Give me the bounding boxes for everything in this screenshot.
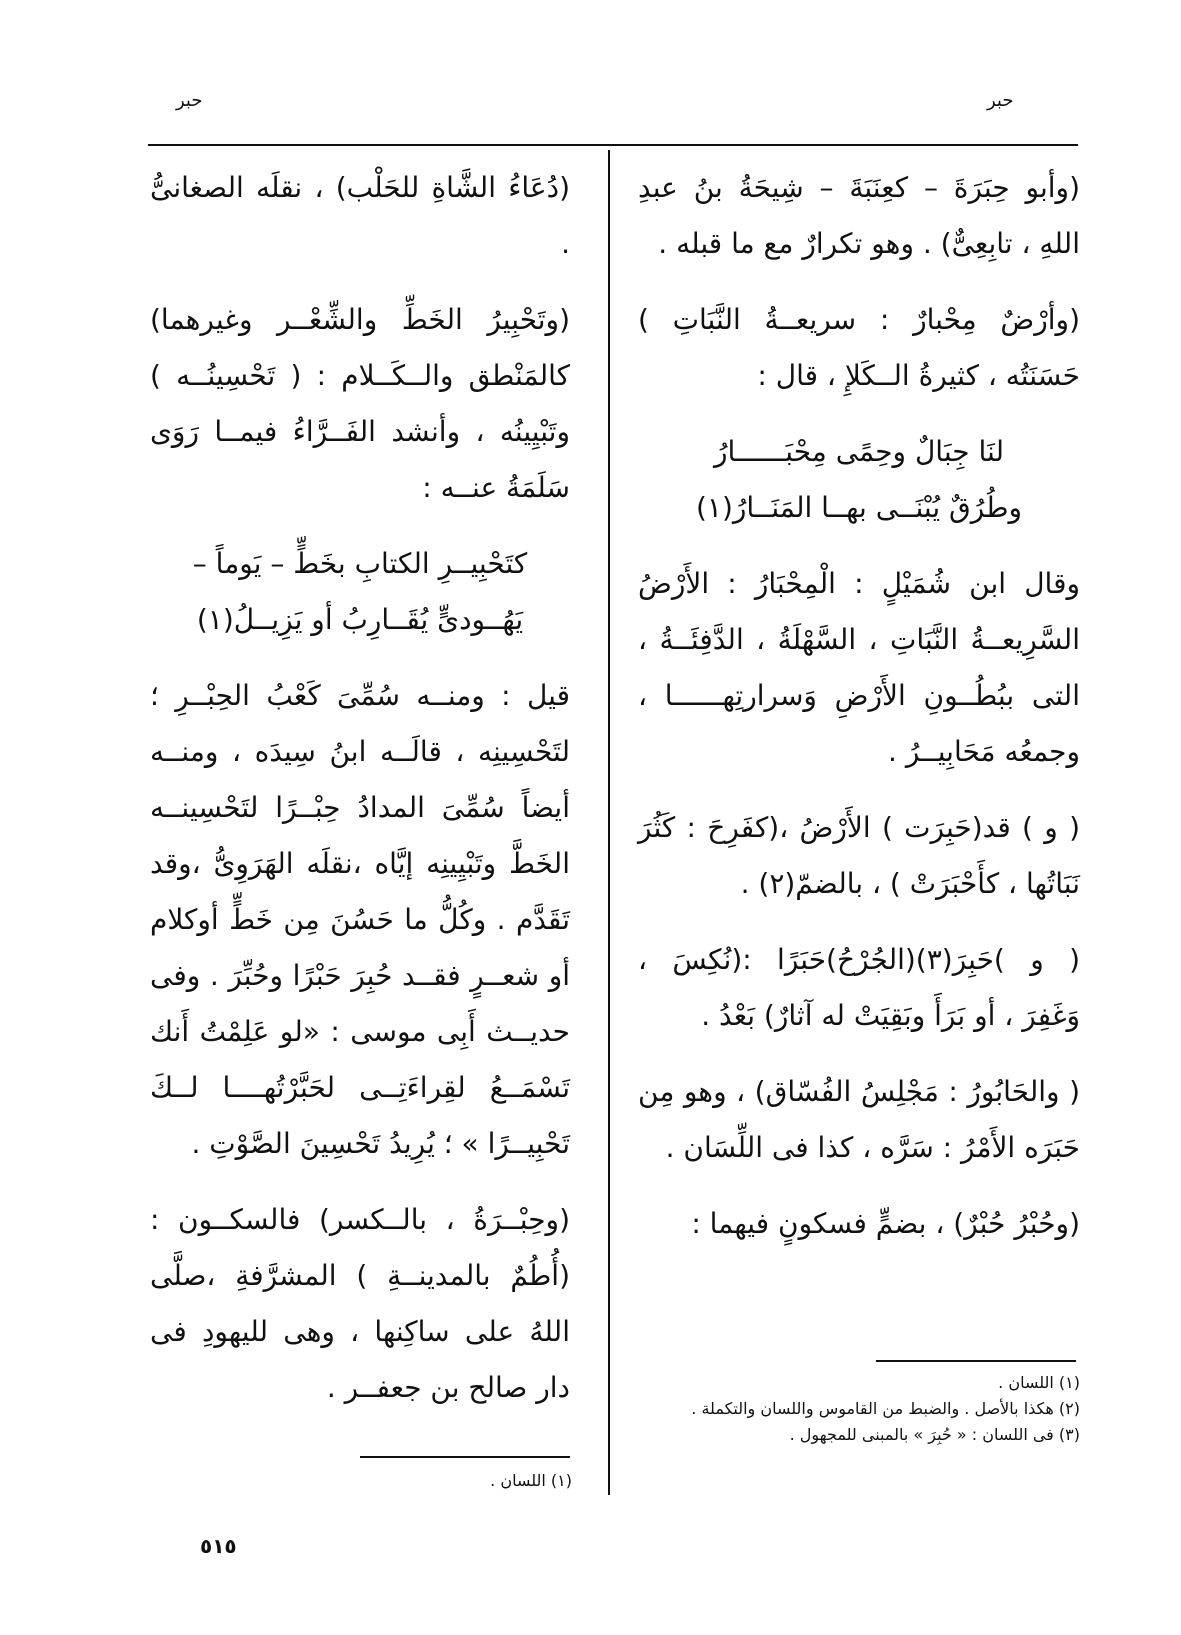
- entry-paragraph: (وحُبْرُ حُبْرٌ) ، بضمٍّ فسكونٍ فيهما :: [691, 1207, 1080, 1240]
- entry-paragraph: قيل : ومنــه سُمِّىَ كَعْبُ الحِبْــرِ ؛ لتَحْسِينِه ، قالَــه ابنُ سِيدَه ، ومنــه أيضاً سُمِّىَ المدادُ حِبْــرًا لتَحْسِينــه الخَطَّ وتَبْيِينِه إيَّاه ،نقلَه الهَرَوِىُّ ،وقد تَقَدَّم . وكُلُّ ما حَسُنَ مِن خَطٍّ أوكلام أو شعــرٍ فقــد حُبِرَ حَبْرًا وحُبِّرَ . وفى حديــث أَبِى موسى : «لو عَلِمْتُ أَنك تَسْمَــعُ لقِراءَتِــى لحَبَّرْتُهــــا لــكَ تَحْبِيــرًا » ؛ يُرِيدُ تَحْسِينَ الصَّوْتِ .: [150, 679, 570, 1160]
- footnote: (٣) فى اللسان : « حُبِرَ » بالمبنى للمجهول .: [789, 1425, 1080, 1444]
- entry-paragraph: ( و )حَبِرَ(٣)(الجُرْحُ)حَبَرًا :(نُكِسَ ، وَغَفِرَ ، أو بَرَأَ وبَقِيَتْ له آثارٌ) بَعْدُ .: [638, 943, 1080, 1032]
- entry-paragraph: (وأرْضٌ مِحْبارٌ : سريعــةُ النَّبَاتِ ) حَسَنَتُه ، كثيرةُ الــكَلإِ ، قال :: [638, 303, 1080, 392]
- footnote-rule-right: [876, 1360, 1076, 1362]
- entry-paragraph: (دُعَاءُ الشَّاةِ للحَلْب) ، نقلَه الصغانىُّ .: [150, 171, 570, 260]
- entry-paragraph: (وحِبْــرَةُ ، بالــكسر) فالسكــون : (أُطُمٌ بالمدينــةِ ) المشرَّفةِ ،صلَّى اللهُ على ساكِنها ، وهى لليهودِ فى دار صالح بن جعفــر .: [150, 1203, 570, 1404]
- page-number: ٥١٥: [200, 1534, 237, 1558]
- footnotes-right: [640, 1370, 1080, 1448]
- entry-paragraph: وقال ابن شُمَيْلٍ : الْمِحْبَارُ : الأَرْضُ السَّرِيعــةُ النَّبَاتِ ، السَّهْلَةُ ، الدَّفِئَــةُ ، التى ببُطُــونِ الأَرْضِ وَسرارتِهــــــا ، وجمعُه مَحَابِيــرُ .: [638, 567, 1080, 768]
- left-column: [150, 160, 570, 1436]
- footnote: (١) اللسان .: [490, 1471, 572, 1490]
- entry-paragraph: ( و ) قد(حَبِرَت ) الأَرْضُ ،(كفَرِحَ : كَثُرَ نَبَاتُها ، كأَحْبَرَتْ ) ، بالضمّ(٢) .: [638, 811, 1080, 900]
- verse-line: وطُرُقٌ يُبْنَــى بهــا المَنَــارُ(١): [695, 491, 1023, 524]
- verse-block: [638, 424, 1080, 536]
- verse-block: [150, 536, 570, 648]
- header-rule: [148, 144, 1078, 146]
- footnote: (١) اللسان .: [998, 1373, 1080, 1392]
- running-head-left: حبر: [176, 90, 203, 111]
- entry-paragraph: (وتَحْبِيرُ الخَطِّ والشِّعْــر وغيرهما) كالمَنْطق والــكَــلام : ( تَحْسِينُــه ) وتَبْيِينُه ، وأنشد الفَــرَّاءُ فيمــا رَوَى سَلَمَةُ عنــه :: [150, 303, 570, 504]
- verse-line: يَهُــودىٍّ يُقَــارِبُ أو يَزِيــلُ(١): [196, 603, 524, 636]
- verse-line: لنَا جِبَالٌ وحِمًى مِحْبَــــــارُ: [714, 435, 1004, 468]
- footnote-rule-left: [360, 1456, 570, 1458]
- column-divider: [608, 150, 610, 1495]
- right-column: [638, 160, 1080, 1272]
- footnote: (٢) هكذا بالأصل . والضبط من القاموس واللسان والتكملة .: [691, 1399, 1080, 1418]
- entry-paragraph: ( والحَابُورُ : مَجْلِسُ الفُسّاق) ، وهو مِن حَبَرَه الأَمْرُ : سَرَّه ، كذا فى اللِّسَان .: [638, 1075, 1080, 1164]
- running-head-right: حبر: [987, 90, 1014, 111]
- entry-paragraph: (وأبو حِبَرَةَ – كعِنَبَةَ – شِيحَةُ بنُ عبدِ اللهِ ، تابِعِىٌّ) . وهو تكرارٌ مع ما قبله .: [638, 171, 1080, 260]
- verse-line: كتَحْبِيــرِ الكتابِ بخَطٍّ – يَوماً –: [192, 547, 528, 580]
- footnotes-left: [360, 1468, 572, 1494]
